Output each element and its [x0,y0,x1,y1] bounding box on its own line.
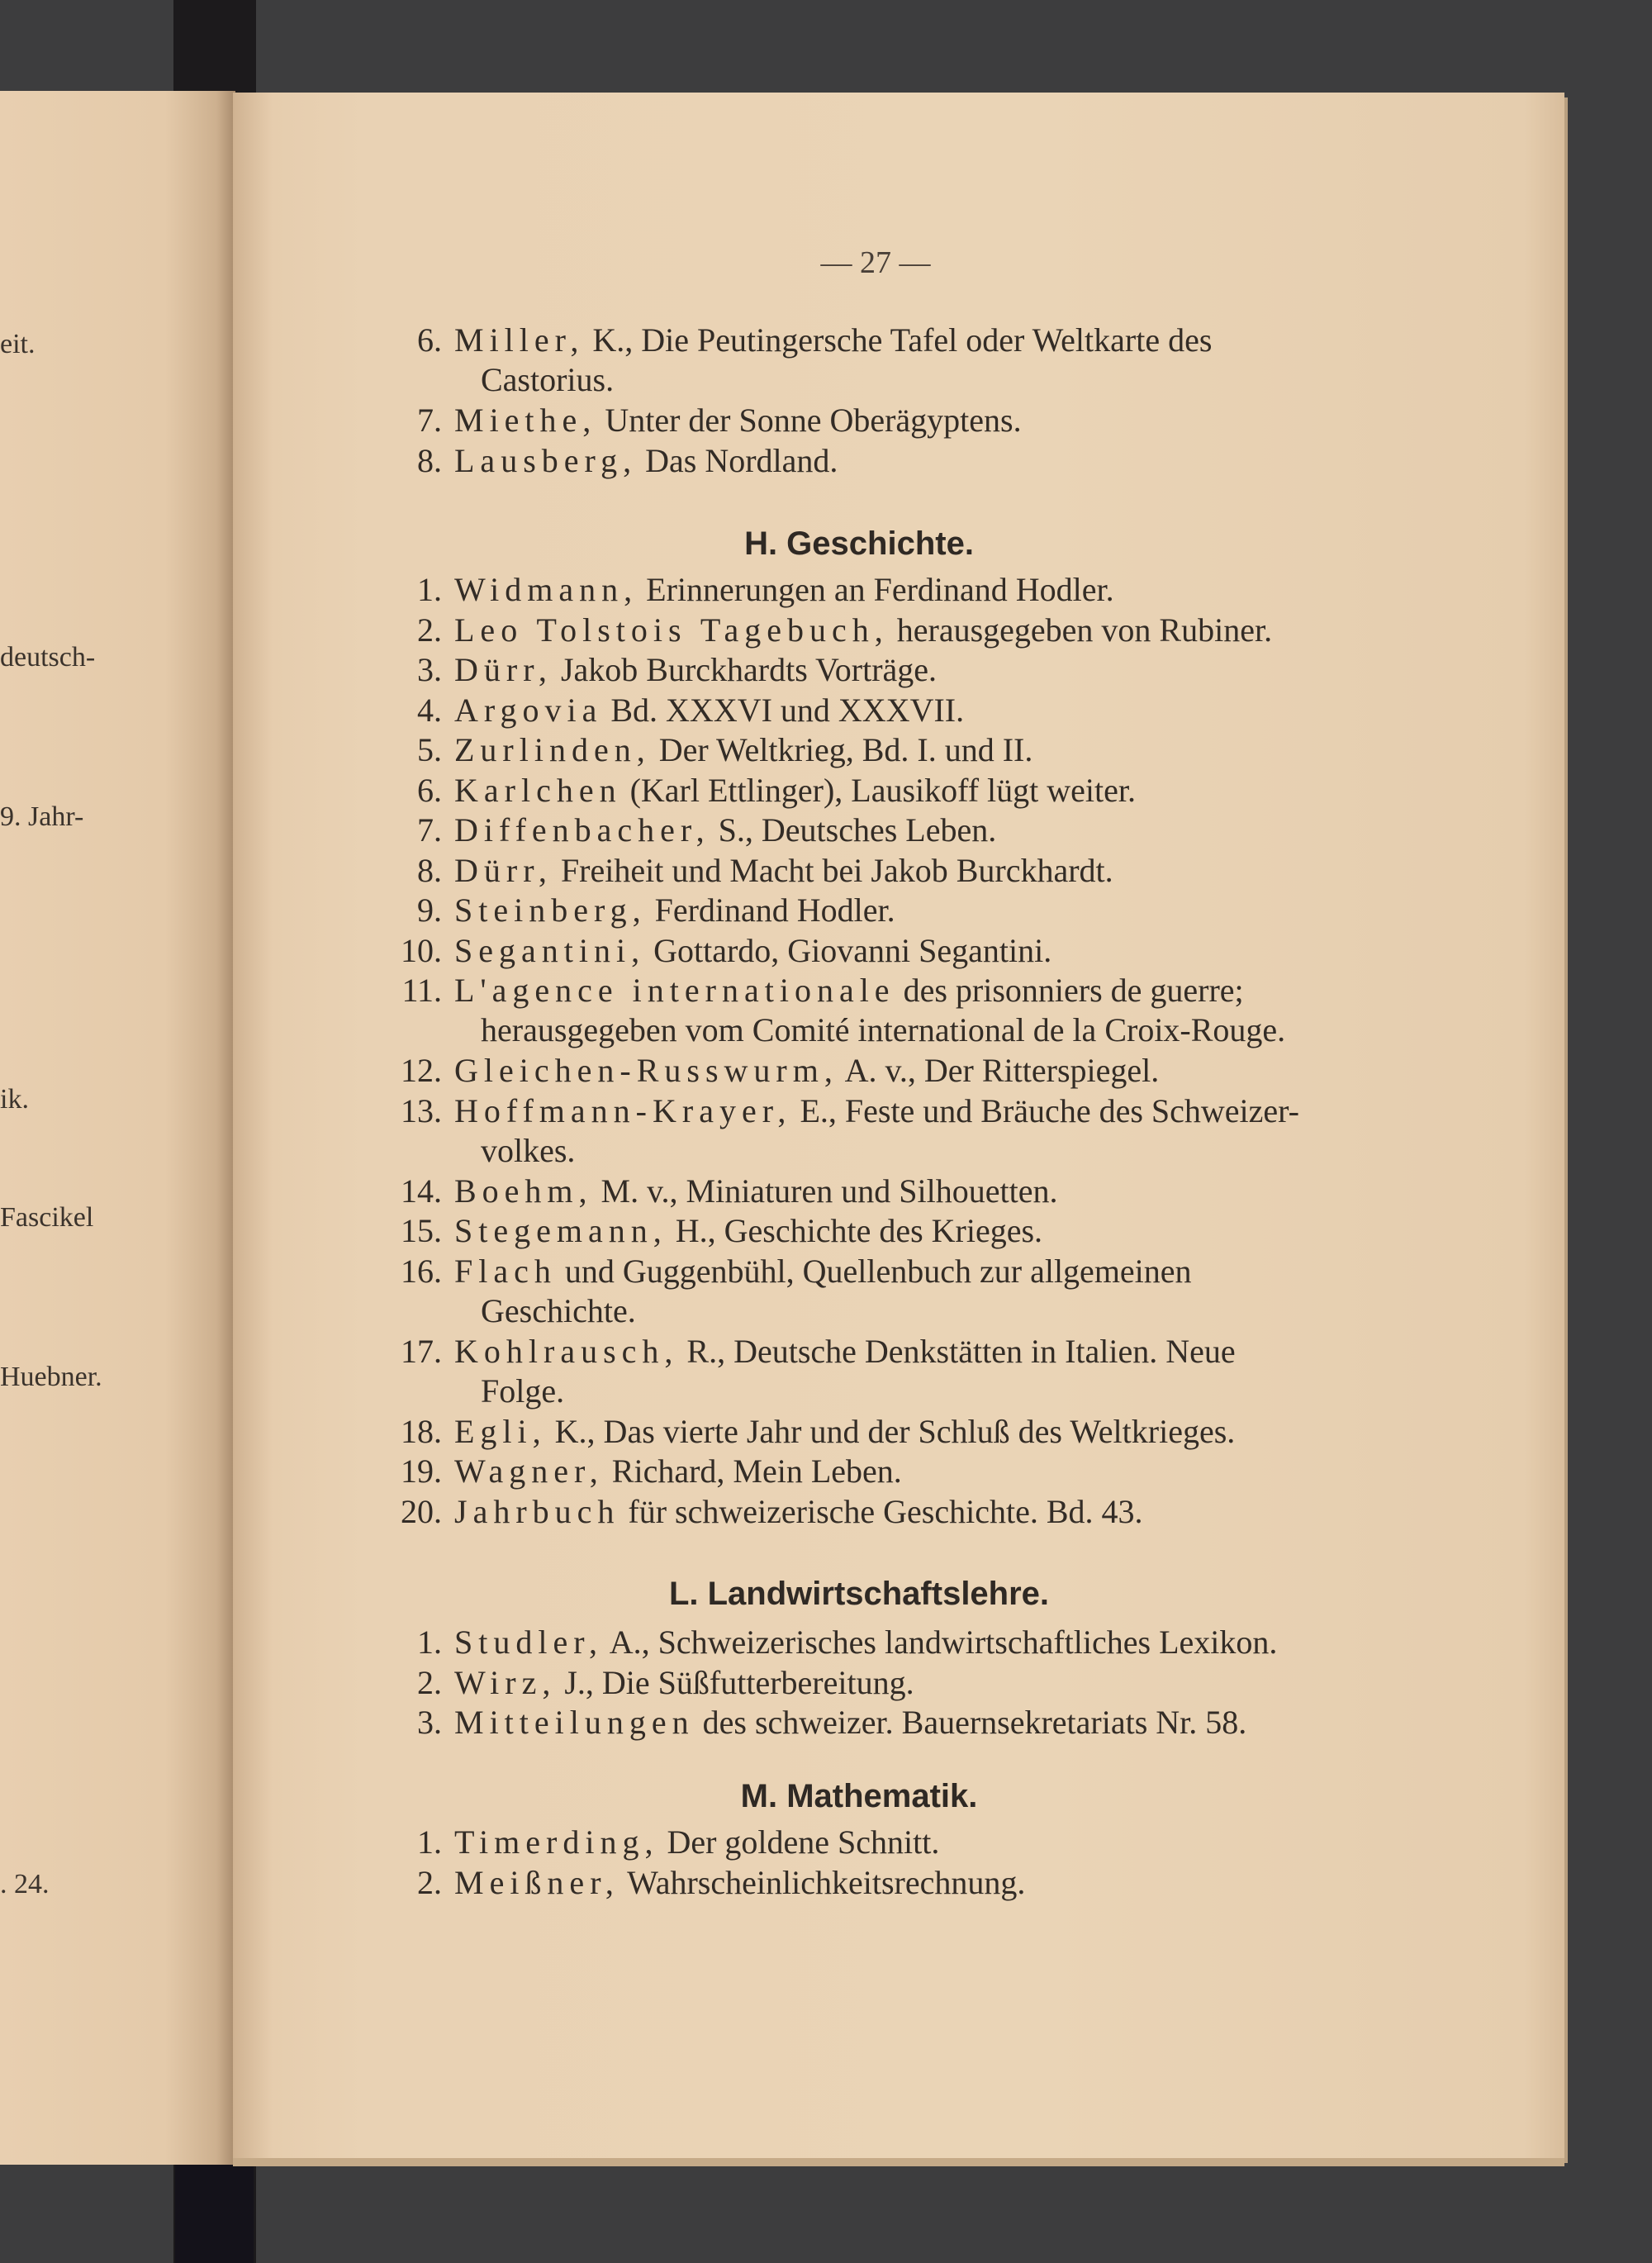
entry-number: 1. [417,571,442,608]
entry-number: 19. [401,1452,442,1490]
entry-author: Timerding, [454,1823,659,1861]
entry-continuation: volkes. [481,1131,576,1169]
entry-number: 3. [417,651,442,688]
entry-number: 7. [417,811,442,849]
entry-text: Leo Tolstois Tagebuch, herausgegeben von Rubiner. [454,611,1273,649]
left-fragment: deutsch- [0,642,96,673]
entry-number: 10. [401,931,442,969]
entry-author: Kohlrausch, [454,1332,679,1370]
entry-author: Dürr, [454,651,553,688]
entry-author: Zurlinden, [454,731,651,768]
entry-number: 13. [401,1091,442,1129]
entry-text: Dürr, Jakob Burckhardts Vorträge. [454,651,938,688]
entry-author: L'agence internationale [454,972,895,1009]
entry-continuation: Geschichte. [481,1291,636,1329]
entry-number: 17. [401,1332,442,1370]
entry-author: Steinberg, [454,891,647,929]
entry-number: 3. [417,1704,442,1741]
section-heading: H. Geschichte. [744,525,974,562]
page-number: — 27 — [820,245,931,280]
entry-author: Widmann, [454,571,638,608]
entry-text: Boehm, M. v., Miniaturen und Silhouetten. [454,1172,1058,1210]
entry-text: Gleichen-Russwurm, A. v., Der Ritterspiegel. [454,1052,1160,1089]
entry-number: 11. [401,972,442,1009]
entry-number: 14. [401,1172,442,1210]
entry-number: 16. [401,1252,442,1290]
entry-text: Karlchen (Karl Ettlinger), Lausikoff lügt weiter. [454,771,1137,809]
entry-text: Miethe, Unter der Sonne Oberägyptens. [454,402,1022,439]
left-fragment: ik. [0,1084,29,1115]
entry-text: Egli, K., Das vierte Jahr und der Schluß des Weltkrieges. [454,1412,1236,1450]
entry-number: 7. [417,402,442,439]
entry-number: 2. [417,1663,442,1701]
entry-text: Hoffmann-Krayer, E., Feste und Bräuche des Schweizer- volkes. [454,1091,1299,1169]
entry-text: Kohlrausch, R., Deutsche Denkstätten in Italien. Neue Folge. [454,1332,1236,1410]
entry-author: Miethe, [454,402,597,439]
entry-text: Steinberg, Ferdinand Hodler. [454,891,895,929]
entry-author: Diffenbacher, [454,811,710,849]
entry-number: 2. [417,1863,442,1901]
entry-author: Miller, [454,321,585,359]
entry-author: Hoffmann-Krayer, [454,1091,792,1129]
left-fragment: Huebner. [0,1362,102,1392]
entry-continuation: herausgegeben vom Comité international de la Croix-Rouge. [481,1011,1286,1048]
entry-text: Mitteilungen des schweizer. Bauernsekretariats Nr. 58. [454,1704,1247,1741]
entry-text: Widmann, Erinnerungen an Ferdinand Hodler. [454,571,1114,608]
entry-text: Wirz, J., Die Süßfutterbereitung. [454,1663,914,1701]
entry-author: Gleichen-Russwurm, [454,1052,838,1089]
entry-author: Segantini, [454,931,646,969]
left-fragment: 9. Jahr- [0,801,84,832]
entry-text: Meißner, Wahrscheinlichkeitsrechnung. [454,1863,1026,1901]
left-fragment: Fascikel [0,1202,94,1233]
entry-author: Egli, [454,1412,547,1450]
entry-text: Jahrbuch für schweizerische Geschichte. Bd. 43. [454,1492,1143,1530]
section-heading: M. Mathematik. [740,1778,978,1814]
entry-number: 8. [417,851,442,889]
entry-text: Zurlinden, Der Weltkrieg, Bd. I. und II. [454,731,1033,768]
entry-text: Miller, K., Die Peutingersche Tafel oder Weltkarte des Castorius. [454,321,1213,398]
entry-author: Mitteilungen [454,1704,695,1741]
entry-number: 20. [401,1492,442,1530]
entry-text: Studler, A., Schweizerisches landwirtschaftliches Lexikon. [454,1624,1278,1661]
entry-number: 6. [417,771,442,809]
left-fragment: . 24. [0,1869,50,1899]
entry-text: Segantini, Gottardo, Giovanni Segantini. [454,931,1052,969]
entry-author: Stegemann, [454,1212,667,1249]
entry-author: Wirz, [454,1663,557,1701]
entry-author: Boehm, [454,1172,593,1210]
entry-author: Argovia [454,691,603,729]
entry-number: 15. [401,1212,442,1249]
entry-author: Karlchen [454,771,622,809]
entry-author: Leo Tolstois Tagebuch, [454,611,889,649]
entry-number: 2. [417,611,442,649]
entry-author: Dürr, [454,851,553,889]
entry-text: Lausberg, Das Nordland. [454,441,838,479]
entry-number: 6. [417,321,442,359]
entry-number: 12. [401,1052,442,1089]
entry-number: 9. [417,891,442,929]
entry-author: Wagner, [454,1452,604,1490]
entry-text: Diffenbacher, S., Deutsches Leben. [454,811,997,849]
entry-text: Flach und Guggenbühl, Quellenbuch zur allgemeinen Geschichte. [454,1252,1192,1329]
entry-number: 4. [417,691,442,729]
entry-author: Lausberg, [454,441,638,479]
entry-number: 5. [417,731,442,768]
left-fragment: eit. [0,329,36,359]
entry-continuation: Folge. [481,1372,565,1410]
section-heading: L. Landwirtschaftslehre. [668,1576,1050,1612]
entry-author: Studler, [454,1624,603,1661]
entry-number: 1. [417,1624,442,1661]
entry-author: Meißner, [454,1863,620,1901]
entry-text: Stegemann, H., Geschichte des Krieges. [454,1212,1043,1249]
entry-number: 18. [401,1412,442,1450]
entry-number: 8. [417,441,442,479]
entry-author: Flach [454,1252,557,1290]
entry-text: Timerding, Der goldene Schnitt. [454,1823,940,1861]
entry-text: L'agence internationale des prisonniers de guerre; herausgegeben vom Comité international de la Croix-Rouge. [454,972,1286,1048]
entry-text: Argovia Bd. XXXVI und XXXVII. [454,691,965,729]
entry-text: Wagner, Richard, Mein Leben. [454,1452,902,1490]
entry-author: Jahrbuch [454,1492,620,1530]
entry-continuation: Castorius. [481,361,615,398]
entry-text: Dürr, Freiheit und Macht bei Jakob Burckhardt. [454,851,1113,889]
entry-number: 1. [417,1823,442,1861]
